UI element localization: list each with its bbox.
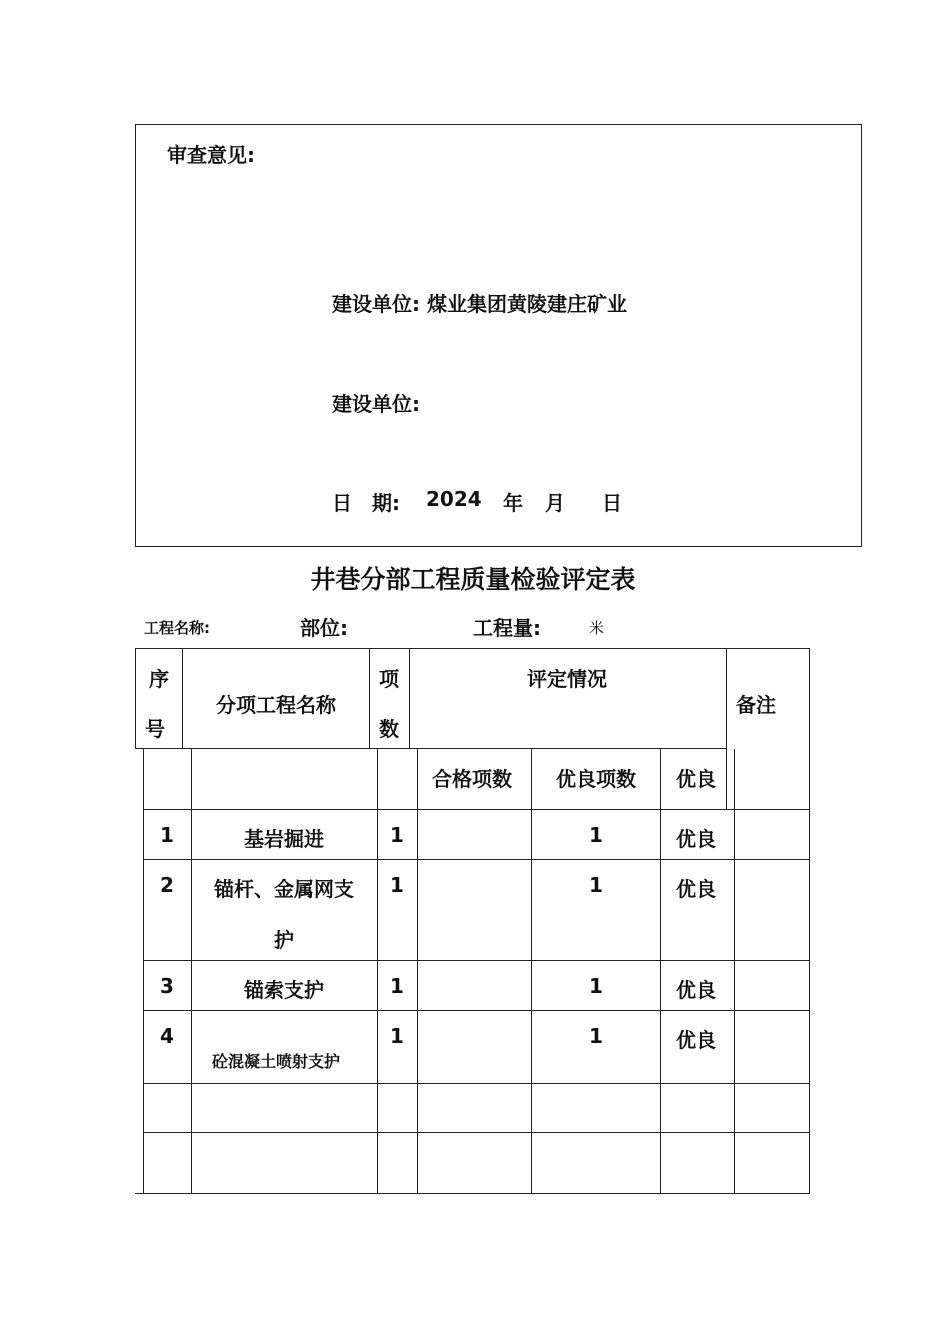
header-count-bottom: 数 xyxy=(379,717,399,741)
header-evaluation: 评定情况 xyxy=(527,667,607,691)
date-month-unit: 月 xyxy=(545,491,565,515)
location-label: 部位: xyxy=(300,616,348,640)
row4-excellent: 1 xyxy=(589,1024,603,1048)
header-name: 分项工程名称 xyxy=(216,693,336,717)
quantity-label: 工程量: xyxy=(473,616,541,640)
row1-name: 基岩掘进 xyxy=(244,827,324,851)
review-box xyxy=(135,124,862,547)
construction-unit-line2: 建设单位: xyxy=(332,392,420,416)
header-excellent: 优良项数 xyxy=(556,767,636,791)
row2-name: 锚杆、金属网支 xyxy=(214,877,354,901)
header-remarks: 备注 xyxy=(736,693,776,717)
header-seq-top: 序 xyxy=(149,667,169,691)
row2-excellent: 1 xyxy=(589,873,603,897)
date-year-unit: 年 xyxy=(503,491,523,515)
row4-grade: 优良 xyxy=(676,1028,716,1052)
row1-seq: 1 xyxy=(160,823,174,847)
review-opinion-label: 审查意见: xyxy=(167,143,255,167)
row2-count: 1 xyxy=(390,873,404,897)
row4-name: 砼混凝土喷射支护 xyxy=(211,1052,341,1071)
row3-excellent: 1 xyxy=(589,974,603,998)
header-count-top: 项 xyxy=(379,667,399,691)
row3-name: 锚索支护 xyxy=(244,978,324,1002)
row1-grade: 优良 xyxy=(676,827,716,851)
date-day-unit: 日 xyxy=(602,491,622,515)
row1-excellent: 1 xyxy=(589,823,603,847)
row3-seq: 3 xyxy=(160,974,174,998)
row4-count: 1 xyxy=(390,1024,404,1048)
header-seq-bottom: 号 xyxy=(145,717,165,741)
row2-name-line2: 护 xyxy=(274,928,294,952)
row3-count: 1 xyxy=(390,974,404,998)
row2-seq: 2 xyxy=(160,873,174,897)
project-name-label: 工程名称: xyxy=(144,619,210,637)
row1-count: 1 xyxy=(390,823,404,847)
date-prefix: 日 期: xyxy=(332,491,400,515)
row2-grade: 优良 xyxy=(676,877,716,901)
header-qualified: 合格项数 xyxy=(432,767,512,791)
unit-label: 米 xyxy=(589,619,605,637)
row4-seq: 4 xyxy=(160,1024,174,1048)
construction-unit-line1: 建设单位: 煤业集团黄陵建庄矿业 xyxy=(332,292,627,316)
date-year: 2024 xyxy=(426,487,482,511)
header-grade: 优良 xyxy=(676,767,716,791)
form-title: 井巷分部工程质量检验评定表 xyxy=(310,565,636,594)
row3-grade: 优良 xyxy=(676,978,716,1002)
